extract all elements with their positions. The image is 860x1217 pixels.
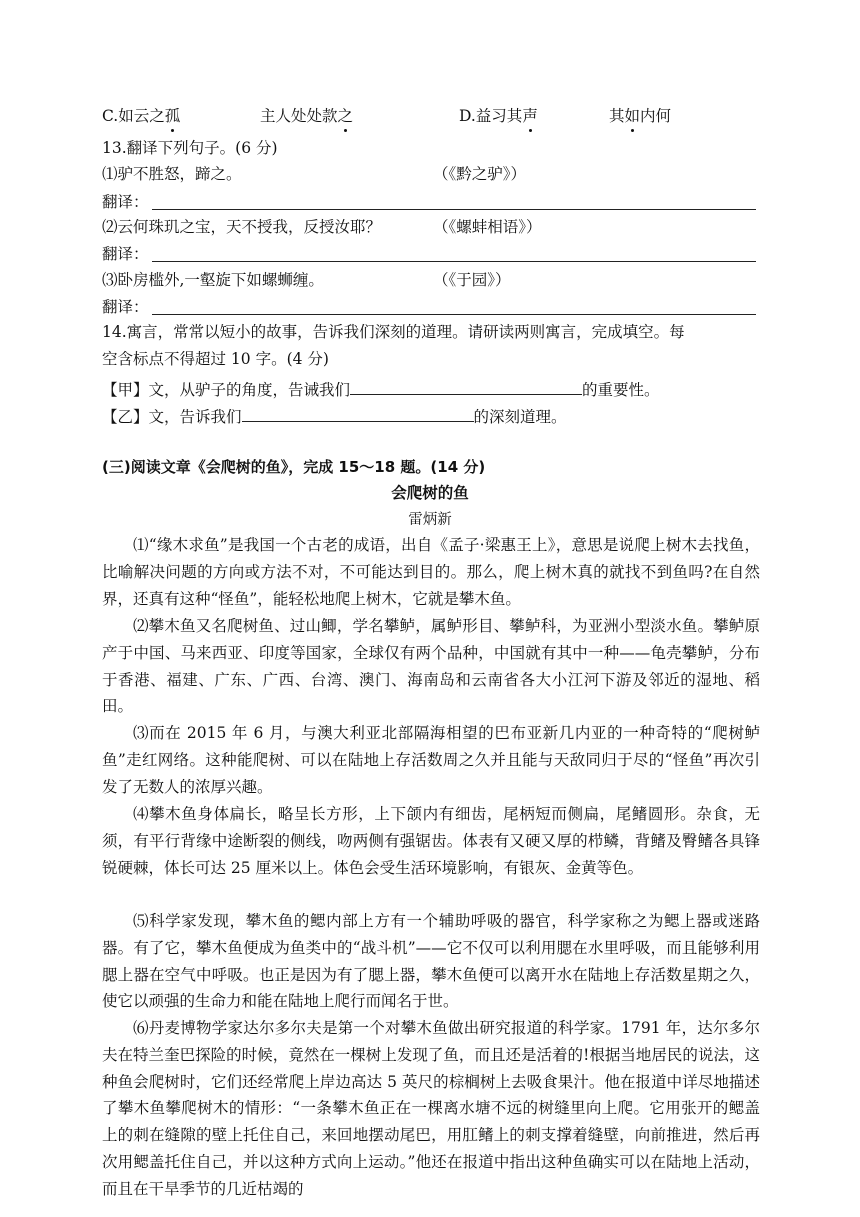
q12-option-c-second: 主人处处款之 <box>260 104 353 128</box>
q13-source-1: （《黔之驴》） <box>433 165 527 183</box>
q13-sentence-2: ⑵云何珠玑之宝，天不授我，反授汝耶？ <box>102 218 382 236</box>
q14-blank-b[interactable] <box>242 404 474 422</box>
q13-answer-line-2[interactable] <box>152 261 756 262</box>
q14-blank-a[interactable] <box>350 377 582 395</box>
q13-sentence-1: ⑴驴不胜怒，蹄之。 <box>102 165 242 183</box>
q13-answer-line-1[interactable] <box>152 209 756 210</box>
q12-option-d: D.益习其声 <box>459 104 538 128</box>
article-paragraph-1: ⑴“缘木求鱼”是我国一个古老的成语，出自《孟子·梁惠王上》，意思是说爬上树木去找鱼，比喻解决问题的方向或方法不对，不可能达到目的。那么，爬上树木真的就找不到鱼吗?在自然界，还真有这种“怪鱼”，能轻松地爬上树木，它就是攀木鱼。 <box>102 536 760 608</box>
q12-option-d-second: 其如内何 <box>609 104 671 128</box>
q13-source-2: （《螺蚌相语》） <box>433 218 542 236</box>
q12-option-c: C.如云之孤 <box>102 104 180 128</box>
article-author: 雷炳新 <box>408 512 452 528</box>
article-paragraph-4: ⑷攀木鱼身体扁长，略呈长方形，上下颌内有细齿，尾柄短而侧扁，尾鳍圆形。杂食，无须，有平行背缘中途断裂的侧线，吻两侧有强锯齿。体表有又硬又厚的栉鳞，背鳍及臀鳍各具锋锐硬棘，体长可达 25 厘米以上。体色会受生活环境影响，有银灰、金黄等色。 <box>102 805 760 877</box>
q13-translate-label-2: 翻译： <box>102 245 149 263</box>
q13-translate-label-3: 翻译： <box>102 298 149 316</box>
q13-sentence-3: ⑶卧房槛外,一壑旋下如螺蛳缠。 <box>102 271 324 289</box>
section-3-heading: (三)阅读文章《会爬树的鱼》，完成 15～18 题。(14 分) <box>102 458 486 476</box>
article-paragraph-6: ⑹丹麦博物学家达尔多尔夫是第一个对攀木鱼做出研究报道的科学家。1791 年，达尔多尔夫在特兰奎巴探险的时候，竟然在一棵树上发现了鱼，而且还是活着的!根据当地居民的说法，这种鱼会爬树时，它们还经常爬上岸边高达 5 英尺的棕榈树上去吸食果汁。他在报道中详尽地描述了攀木鱼攀爬树木的情形：“一条攀木鱼正在一棵离水塘不远的树缝里向上爬。它用张开的鳃盖上的刺在缝隙的壁上托住自己，来回地摆动尾巴，用肛鳍上的刺支撑着缝壁，向前推进，然后再次用鳃盖托住自己，并以这种方式向上运动。”他还在报道中指出这种鱼确实可以在陆地上活动，而且在干旱季节的几近枯竭的 <box>102 1019 760 1198</box>
q14-prompt-line-1: 14.寓言，常常以短小的故事，告诉我们深刻的道理。请研读两则寓言，完成填空。每 <box>102 323 685 341</box>
article-paragraph-5: ⑸科学家发现，攀木鱼的鳃内部上方有一个辅助呼吸的器官，科学家称之为鳃上器或迷路器。有了它，攀木鱼便成为鱼类中的“战斗机”——它不仅可以利用腮在水里呼吸，而且能够利用腮上器在空气中呼吸。也正是因为有了腮上器，攀木鱼便可以离开水在陆地上存活数星期之久，使它以顽强的生命力和能在陆地上爬行而闻名于世。 <box>102 912 760 1011</box>
q13-translate-label-1: 翻译： <box>102 193 149 211</box>
article-paragraph-2: ⑵攀木鱼又名爬树鱼、过山鲫，学名攀鲈，属鲈形目、攀鲈科，为亚洲小型淡水鱼。攀鲈原产于中国、马来西亚、印度等国家，全球仅有两个品种，中国就有其中一种——龟壳攀鲈，分布于香港、福建、广东、广西、台湾、澳门、海南岛和云南省各大小江河下游及邻近的湿地、稻田。 <box>102 617 760 716</box>
article-title: 会爬树的鱼 <box>391 484 469 502</box>
q13-source-3: （《于园》） <box>433 271 511 289</box>
article-paragraph-3: ⑶而在 2015 年 6 月，与澳大利亚北部隔海相望的巴布亚新几内亚的一种奇特的“爬树鲈鱼”走红网络。这种能爬树、可以在陆地上存活数周之久并且能与天敌同归于尽的“怪鱼”再次引发了无数人的浓厚兴趣。 <box>102 724 760 796</box>
q13-title: 13.翻译下列句子。(6 分) <box>102 139 278 157</box>
q14-prompt-line-2: 空含标点不得超过 10 字。(4 分) <box>102 350 329 368</box>
q14-fill-b: 【乙】文，告诉我们 的深刻道理。 <box>102 404 567 429</box>
q14-fill-a: 【甲】文，从驴子的角度，告诫我们 的重要性。 <box>102 377 660 402</box>
q13-answer-line-3[interactable] <box>152 314 756 315</box>
